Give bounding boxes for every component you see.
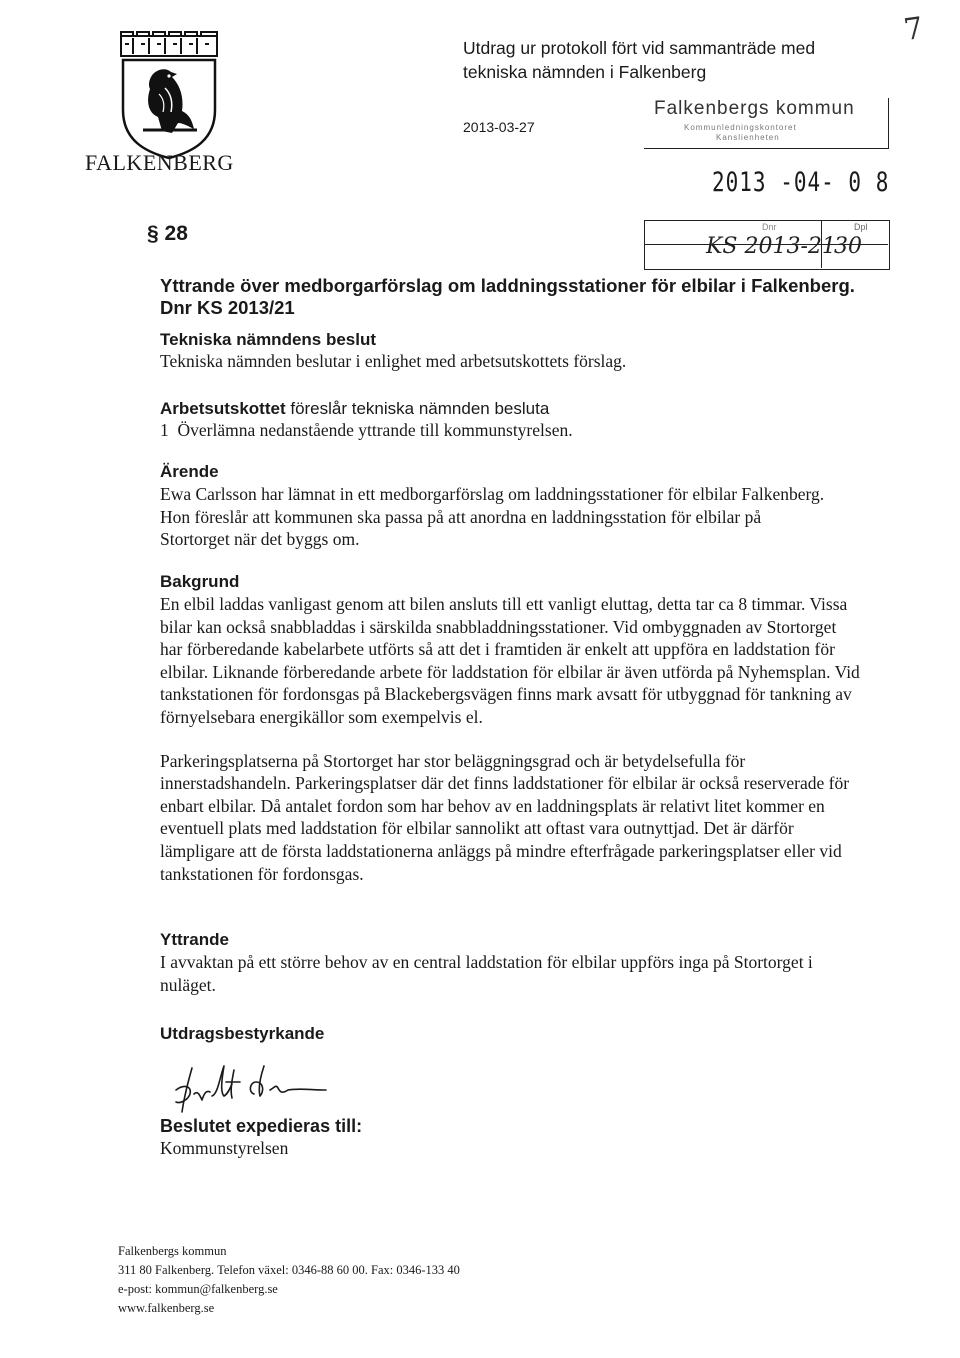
distribution-heading: Beslutet expedieras till:	[160, 1116, 363, 1136]
matter-heading: Ärende	[160, 462, 219, 481]
stamp-subtitle-1: Kommunledningskontoret	[684, 123, 797, 132]
meeting-date: 2013-03-27	[463, 119, 535, 135]
distribution-recipient: Kommunstyrelsen	[160, 1138, 289, 1158]
background-paragraph-1: En elbil laddas vanligast genom att bilen ansluts till ett vanligt eluttag, detta tar ca 8 timmar. Vissa bilar kan också snabbladdas i särskilda snabbladdningsstationer. Vid ombyggnaden av Stortorget har förberedande kabelarbete utförts så att det i framtiden är enkelt att uppföra en laddstation för elbilar. Liknande förberedande arbete för laddstation för elbilar är även utförda på Nyhemsplan. Vid tankstationen för fordonsgas på Blackebergsvägen finns mark avsatt för utbyggnad för tankning av förnyelsebara energikällor som exempelvis el.	[160, 594, 860, 727]
municipality-name: FALKENBERG	[85, 150, 234, 175]
certification-heading: Utdragsbestyrkande	[160, 1024, 325, 1043]
protocol-header-line1: Utdrag ur protokoll fört vid sammanträde med	[463, 38, 816, 58]
proposal-heading-bold: Arbetsutskottet	[160, 399, 286, 418]
stamp-dnr-handwritten: KS 2013-21	[706, 234, 836, 259]
footer	[118, 1242, 460, 1318]
signature-image	[168, 1060, 358, 1122]
proposal-heading	[160, 399, 860, 419]
document-title: Yttrande över medborgarförslag om laddningsstationer för elbilar i Falkenberg. Dnr KS 2013/21	[160, 275, 855, 318]
background-section	[160, 572, 860, 885]
stamp-dpl-handwritten: 30	[834, 234, 862, 259]
decision-heading: Tekniska nämndens beslut	[160, 330, 377, 349]
proposal-section	[160, 399, 860, 442]
received-stamp	[644, 98, 890, 270]
proposal-item: 1 Överlämna nedanstående yttrande till kommunstyrelsen.	[160, 420, 573, 440]
footer-website: www.falkenberg.se	[118, 1301, 215, 1315]
coat-of-arms-icon	[113, 30, 225, 160]
distribution-section	[160, 1116, 860, 1160]
stamp-title: Falkenbergs kommun	[654, 98, 855, 119]
background-heading: Bakgrund	[160, 572, 240, 591]
footer-email: e-post: kommun@falkenberg.se	[118, 1282, 278, 1296]
proposal-heading-rest: föreslår tekniska nämnden besluta	[285, 399, 550, 418]
matter-section	[160, 462, 860, 551]
background-paragraph-2: Parkeringsplatserna på Stortorget har stor beläggningsgrad och är betydelsefulla för innerstadshandeln. Parkeringsplatser där det finns laddstationer för elbilar är också reserverade för enbart elbilar. Då antalet fordon som har behov av en laddningsplats är relativt litet kommer en eventuell plats med laddstation för elbilar sannolikt att oftast vara outnyttjad. Det är därför lämpligare att de första laddstationerna anläggs på mindre efterfrågade parkeringsplatser eller vid tankstationen för fordonsgas.	[160, 750, 850, 884]
stamp-subtitle-2: Kanslienheten	[716, 133, 780, 142]
statement-section	[160, 930, 860, 996]
protocol-header	[463, 36, 903, 84]
statement-text: I avvaktan på ett större behov av en central laddstation för elbilar uppförs inga på Stortorget i nuläget.	[160, 952, 813, 995]
statement-heading: Yttrande	[160, 930, 229, 949]
decision-section	[160, 330, 860, 373]
protocol-header-line2: tekniska nämnden i Falkenberg	[463, 62, 707, 82]
stamp-received-date: 2013 -04- 0 8	[712, 167, 890, 197]
page-number: 7	[901, 10, 926, 49]
footer-address: 311 80 Falkenberg. Telefon växel: 0346-88 60 00. Fax: 0346-133 40	[118, 1263, 460, 1277]
footer-org: Falkenbergs kommun	[118, 1244, 227, 1258]
stamp-dpl-label: Dpl	[854, 222, 868, 232]
matter-text: Ewa Carlsson har lämnat in ett medborgarförslag om laddningsstationer för elbilar Falkenberg. Hon föreslår att kommunen ska passa på att anordna en laddningsstation för elbilar på Stortorget när det byggs om.	[160, 484, 825, 550]
stamp-dnr-label: Dnr	[762, 222, 777, 232]
section-number: § 28	[147, 222, 188, 245]
decision-text: Tekniska nämnden beslutar i enlighet med arbetsutskottets förslag.	[160, 351, 627, 371]
